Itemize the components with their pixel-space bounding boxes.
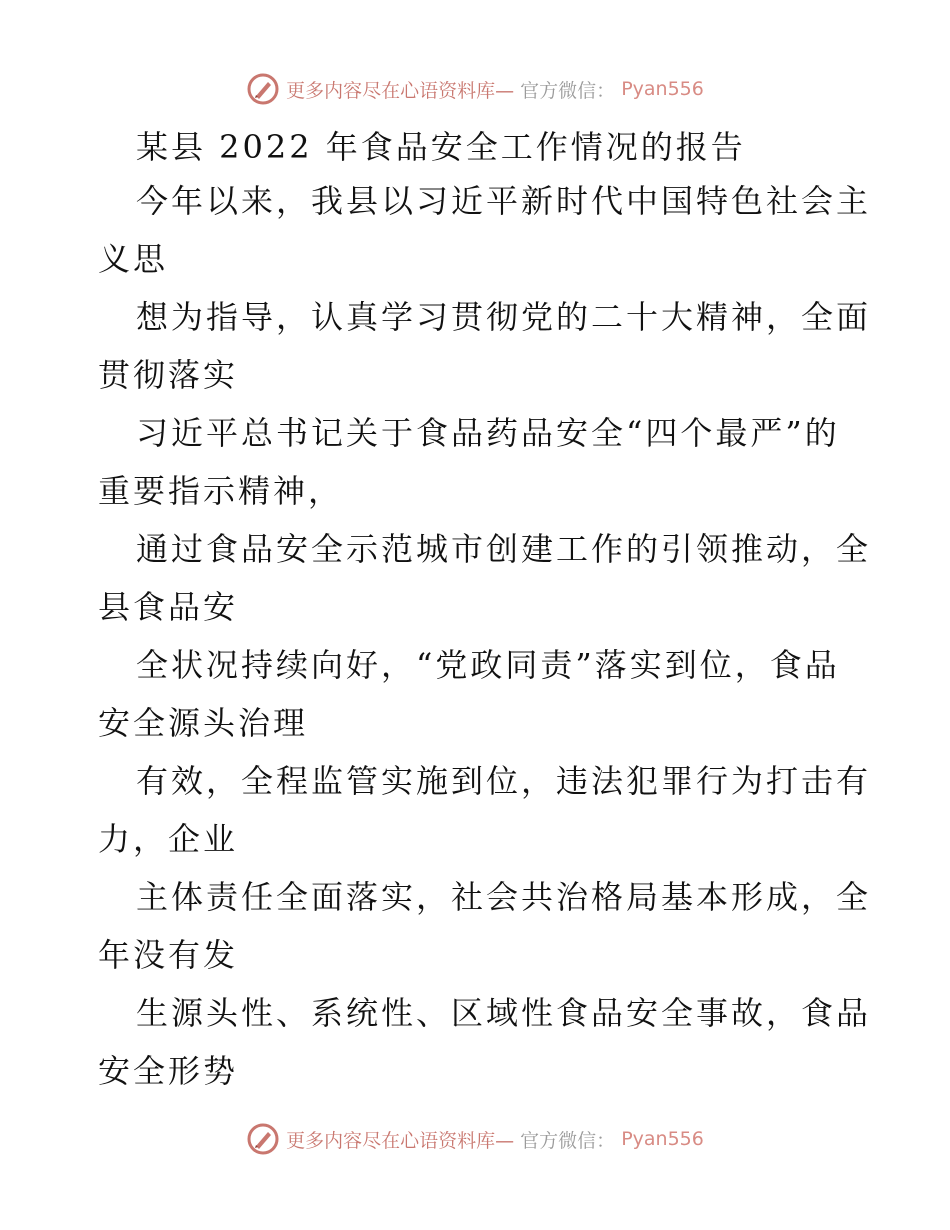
watermark-contact-label: 官方微信： [520, 1129, 616, 1152]
watermark-header [0, 72, 950, 106]
watermark-contact-id: Pyan556 [621, 78, 704, 100]
text-line: 贯彻落实 [98, 356, 239, 394]
text-line: 年没有发 [98, 936, 239, 974]
text-line: 县食品安 [98, 588, 239, 626]
text-line: 主体责任全面落实，社会共治格局基本形成，全 [136, 878, 872, 916]
text-line: 安全源头治理 [98, 704, 309, 742]
text-line: 今年以来，我县以习近平新时代中国特色社会主 [136, 182, 872, 220]
pen-logo-icon [246, 1122, 280, 1156]
text-line: 重要指示精神， [98, 472, 344, 510]
watermark-text: 更多内容尽在心语资料库— [286, 79, 515, 102]
watermark-contact-label: 官方微信： [520, 79, 616, 102]
watermark-text: 更多内容尽在心语资料库— [286, 1129, 515, 1152]
document-title: 某县 2022 年食品安全工作情况的报告 [136, 128, 746, 166]
text-line: 生源头性、系统性、区域性食品安全事故，食品 [136, 994, 872, 1032]
text-line: 全状况持续向好，“党政同责”落实到位，食品 [136, 646, 840, 684]
text-line: 通过食品安全示范城市创建工作的引领推动，全 [136, 530, 872, 568]
text-line: 想为指导，认真学习贯彻党的二十大精神，全面 [136, 298, 872, 336]
pen-logo-icon [246, 72, 280, 106]
document-paragraph [98, 172, 872, 1100]
text-line: 安全形势 [98, 1052, 239, 1090]
text-line: 习近平总书记关于食品药品安全“四个最严”的 [136, 414, 840, 452]
text-line: 力，企业 [98, 820, 239, 858]
text-line: 有效，全程监管实施到位，违法犯罪行为打击有 [136, 762, 872, 800]
text-line: 义思 [98, 240, 169, 278]
watermark-footer [0, 1122, 950, 1156]
watermark-contact-id: Pyan556 [621, 1128, 704, 1150]
document-body [98, 122, 872, 1100]
